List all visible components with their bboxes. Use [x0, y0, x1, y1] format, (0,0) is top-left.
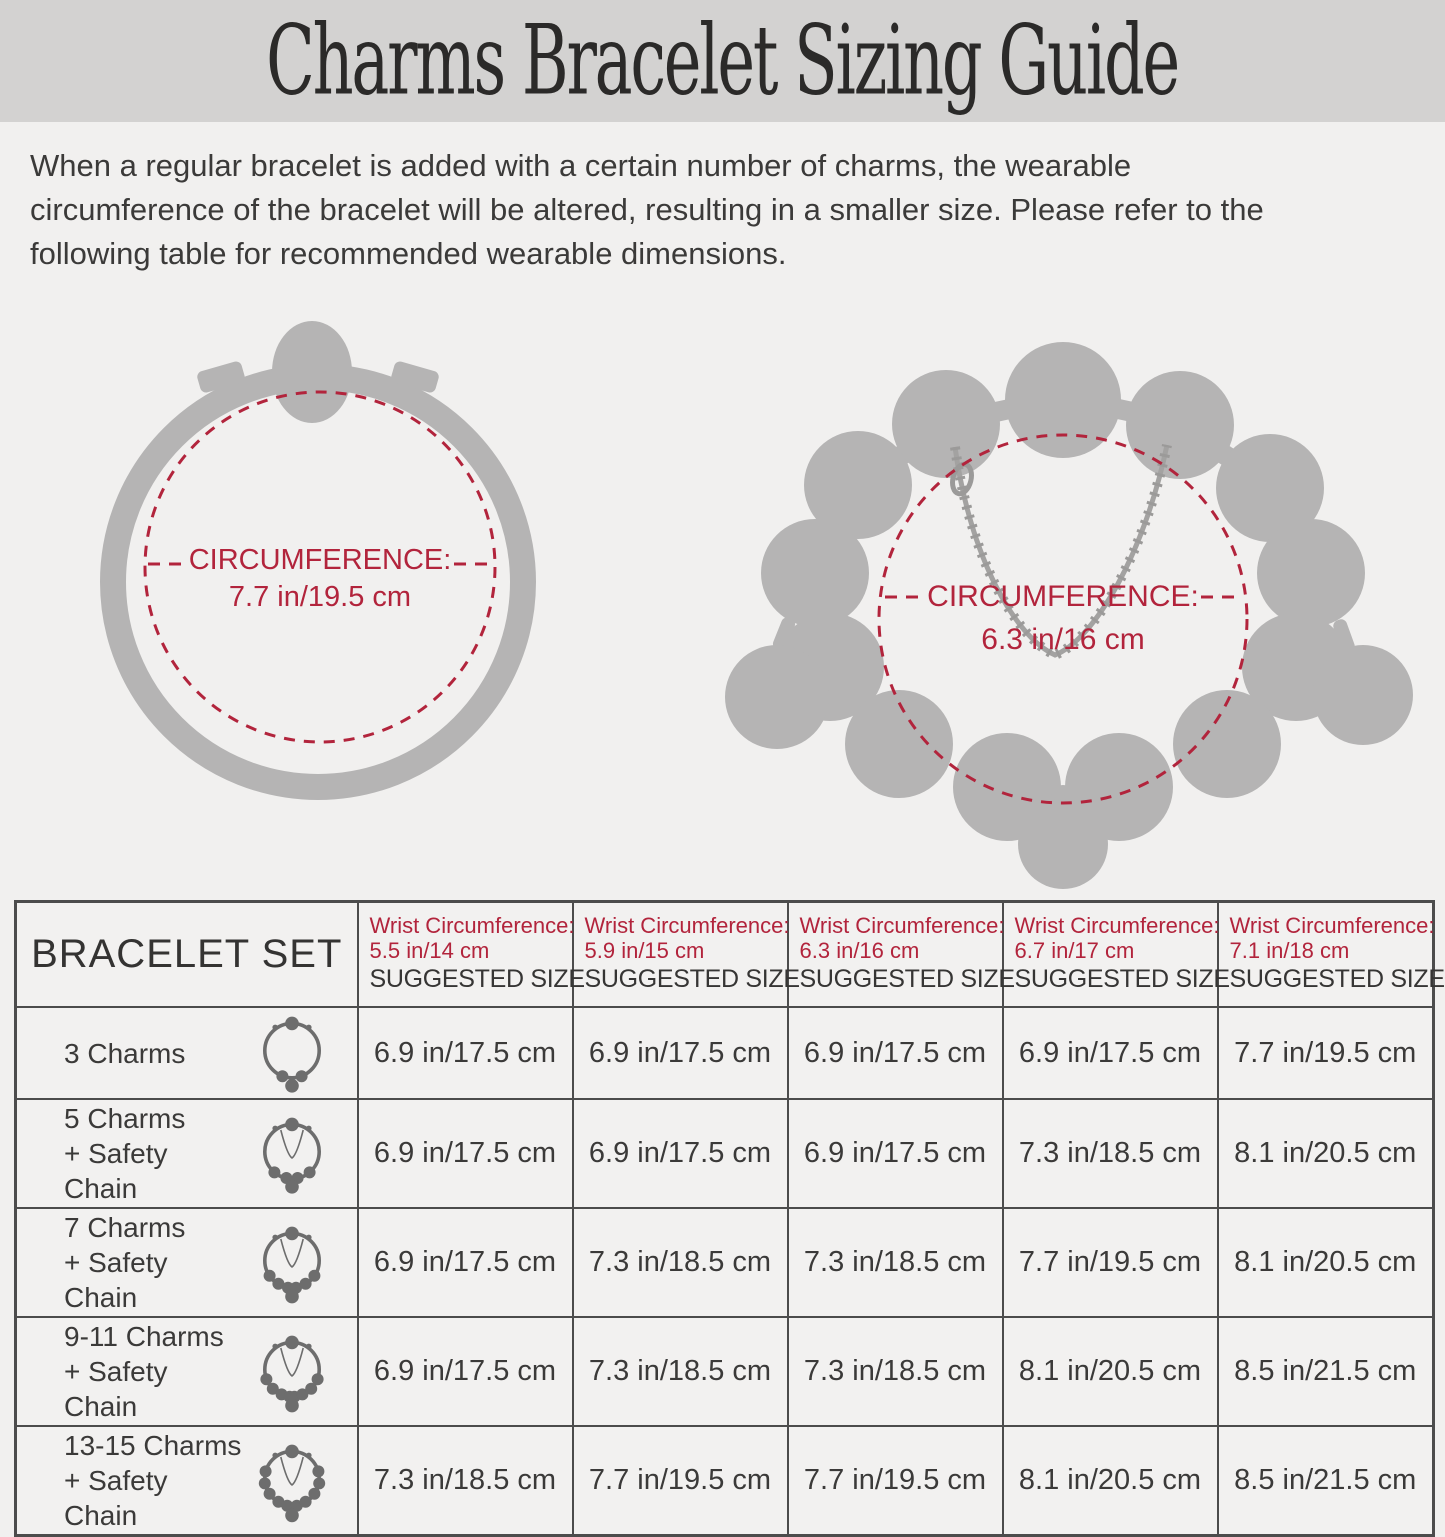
bracelet-set-cell [16, 1426, 358, 1536]
bracelet-9-11-charms-safety-chain-icon [248, 1328, 336, 1416]
bracelet-set-cell [16, 1007, 358, 1099]
wrist-circumference-label: Wrist Circumference: [799, 913, 1005, 938]
size-cell: 6.9 in/17.5 cm [573, 1007, 788, 1099]
suggested-size-label: SUGGESTED SIZE [799, 965, 1015, 993]
row-label-2: + Safety Chain [64, 1247, 168, 1313]
charm-bead [845, 690, 953, 798]
size-cell: 8.1 in/20.5 cm [1218, 1099, 1434, 1208]
size-cell: 8.1 in/20.5 cm [1003, 1317, 1218, 1426]
size-cell: 6.9 in/17.5 cm [358, 1317, 573, 1426]
row-label-2: + Safety Chain [64, 1356, 168, 1422]
sizing-table [14, 900, 1445, 1537]
intro-line-3: following table for recommended wearable dimensions. [30, 236, 787, 271]
bracelet-set-cell [16, 1317, 358, 1426]
suggested-size-label: SUGGESTED SIZE [584, 965, 800, 993]
wrist-circumference-value: 6.7 in/17 cm [1014, 938, 1135, 963]
regular-bracelet-illustration [58, 302, 618, 802]
size-cell: 8.5 in/21.5 cm [1218, 1317, 1434, 1426]
wrist-column-header-5 [1218, 902, 1445, 1008]
charm-bead [892, 370, 1000, 478]
size-cell: 7.7 in/19.5 cm [1218, 1007, 1434, 1099]
intro-paragraph [0, 122, 1445, 300]
charm-bead [761, 519, 869, 627]
bracelet-clasp [272, 321, 352, 423]
size-cell: 8.1 in/20.5 cm [1003, 1426, 1218, 1536]
table-row-3-charms [16, 1007, 1434, 1099]
bracelet-7-charms-safety-chain-icon [248, 1219, 336, 1307]
dangling-charm-bottom [1018, 799, 1108, 889]
size-cell: 8.1 in/20.5 cm [1218, 1208, 1434, 1317]
size-cell: 7.3 in/18.5 cm [358, 1426, 573, 1536]
size-cell: 6.9 in/17.5 cm [573, 1099, 788, 1208]
suggested-size-label: SUGGESTED SIZE [1014, 965, 1230, 993]
wrist-column-header-4 [1003, 902, 1230, 1008]
intro-line-1: When a regular bracelet is added with a certain number of charms, the wearable [30, 148, 1132, 183]
charm-bead [1126, 371, 1234, 479]
row-label-2: + Safety Chain [64, 1138, 168, 1204]
dangling-charm-right [1313, 645, 1413, 745]
wrist-circumference-value: 5.9 in/15 cm [584, 938, 705, 963]
size-cell: 7.7 in/19.5 cm [573, 1426, 788, 1536]
size-cell: 6.9 in/17.5 cm [358, 1007, 573, 1099]
size-cell: 7.3 in/18.5 cm [573, 1208, 788, 1317]
table-row-7-charms [16, 1208, 1434, 1317]
bracelet-set-header: BRACELET SET [16, 902, 358, 1008]
wrist-circumference-value: 6.3 in/16 cm [799, 938, 920, 963]
dangling-charm-left [725, 645, 829, 749]
row-label: 9-11 Charms [64, 1321, 224, 1352]
bracelet-13-15-charms-safety-chain-icon [248, 1437, 336, 1525]
size-cell: 7.3 in/18.5 cm [788, 1208, 1003, 1317]
size-cell: 7.3 in/18.5 cm [1003, 1099, 1218, 1208]
size-cell: 6.9 in/17.5 cm [358, 1208, 573, 1317]
size-cell: 7.3 in/18.5 cm [788, 1317, 1003, 1426]
row-label-2: + Safety Chain [64, 1465, 168, 1531]
suggested-size-label: SUGGESTED SIZE [1229, 965, 1445, 993]
bracelet-5-charms-safety-chain-icon [248, 1110, 336, 1198]
wrist-circumference-label: Wrist Circumference: [584, 913, 790, 938]
size-cell: 6.9 in/17.5 cm [788, 1099, 1003, 1208]
circumference-label: CIRCUMFERENCE: [188, 544, 452, 576]
size-cell: 7.7 in/19.5 cm [788, 1426, 1003, 1536]
size-cell: 7.3 in/18.5 cm [573, 1317, 788, 1426]
wrist-circumference-value: 7.1 in/18 cm [1229, 938, 1350, 963]
illustration-section [0, 300, 1445, 900]
wrist-circumference-label: Wrist Circumference: [1229, 913, 1435, 938]
row-label: 5 Charms [64, 1103, 186, 1134]
wrist-circumference-label: Wrist Circumference: [369, 913, 575, 938]
bracelet-set-cell [16, 1208, 358, 1317]
size-cell: 8.5 in/21.5 cm [1218, 1426, 1434, 1536]
size-cell: 6.9 in/17.5 cm [1003, 1007, 1218, 1099]
circumference-label: CIRCUMFERENCE: [927, 580, 1199, 613]
wrist-circumference-label: Wrist Circumference: [1014, 913, 1220, 938]
suggested-size-label: SUGGESTED SIZE [369, 965, 585, 993]
table-header-row [16, 902, 1434, 1008]
row-label: 13-15 Charms [64, 1430, 242, 1461]
size-cell: 6.9 in/17.5 cm [788, 1007, 1003, 1099]
header-banner [0, 0, 1445, 122]
wrist-column-header-2 [573, 902, 800, 1008]
charm-bead [1173, 690, 1281, 798]
circumference-value: 7.7 in/19.5 cm [228, 581, 412, 613]
bracelet-3-charms-icon [248, 1009, 336, 1097]
wrist-column-header-1 [358, 902, 585, 1008]
wrist-column-header-3 [788, 902, 1015, 1008]
table-row-9-11-charms [16, 1317, 1434, 1426]
table-row-5-charms [16, 1099, 1434, 1208]
row-label: 3 Charms [64, 1037, 186, 1069]
size-cell: 7.7 in/19.5 cm [1003, 1208, 1218, 1317]
row-label: 7 Charms [64, 1212, 186, 1243]
wrist-circumference-value: 5.5 in/14 cm [369, 938, 490, 963]
intro-line-2: circumference of the bracelet will be altered, resulting in a smaller size. Please refer to the [30, 192, 1264, 227]
circumference-value: 6.3 in/16 cm [981, 623, 1145, 656]
size-cell: 6.9 in/17.5 cm [358, 1099, 573, 1208]
table-row-13-15-charms [16, 1426, 1434, 1536]
page-title: Charms Bracelet Sizing Guide [266, 5, 1179, 117]
charm-bead [1257, 519, 1365, 627]
bracelet-set-cell [16, 1099, 358, 1208]
charm-bracelet-illustration [715, 297, 1425, 892]
